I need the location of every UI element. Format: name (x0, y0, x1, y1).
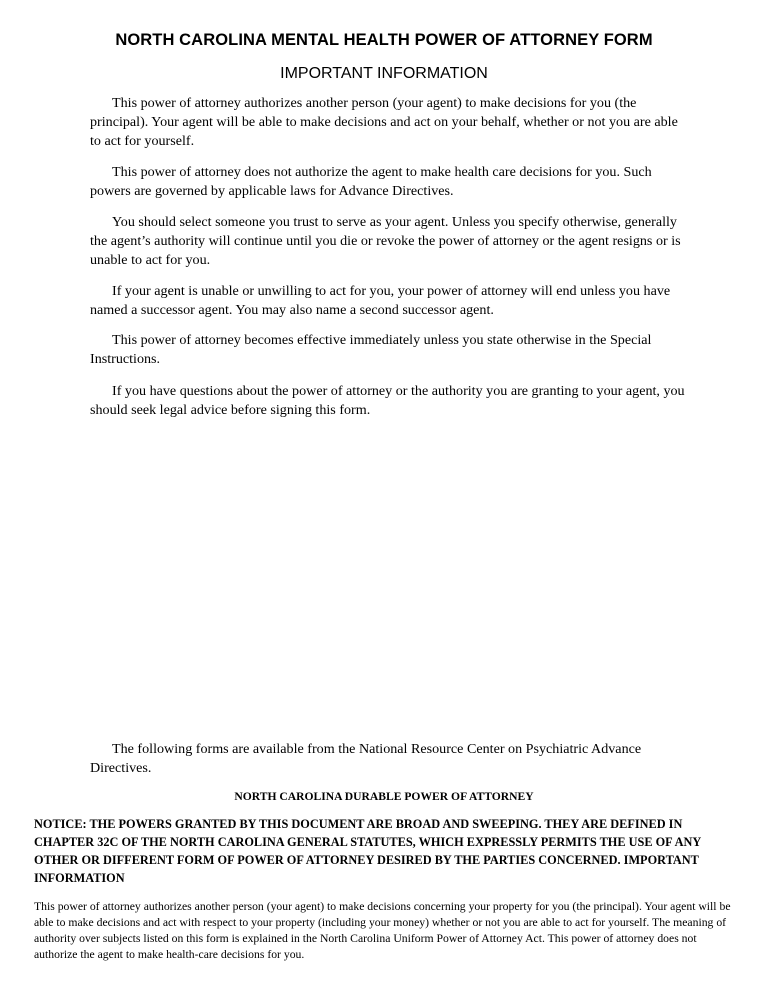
paragraph-health-care: This power of attorney does not authorize the agent to make health care decisions for you. Such powers are governed by applicable laws for Advance Directives. (90, 164, 652, 199)
notice-paragraph: NOTICE: THE POWERS GRANTED BY THIS DOCUMENT ARE BROAD AND SWEEPING. THEY ARE DEFINED IN CHAPTER 32C OF THE NORTH CAROLINA GENERAL STATUTES, WHICH EXPRESSLY PERMITS THE USE OF ANY OTHER OR DIFFERENT FORM OF POWER OF ATTORNEY DESIRED BY THE PARTIES CONCERNED. IMPORTANT INFORMATION (34, 817, 701, 885)
durable-poa-body: This power of attorney authorizes another person (your agent) to make decisions concerning your property for you (the principal). Your agent will be able to make decisions and act with respect to your property (including your money) whether or not you are able to act for yourself. The meaning of authority over subjects listed on this form is explained in the North Carolina Uniform Power of Attorney Act. This power of attorney does not authorize the agent to make health-care decisions for you. (34, 900, 731, 961)
durable-poa-heading: NORTH CAROLINA DURABLE POWER OF ATTORNEY (234, 790, 534, 803)
document-title: NORTH CAROLINA MENTAL HEALTH POWER OF ATTORNEY FORM (115, 31, 653, 49)
paragraph-forms-intro: The following forms are available from the National Resource Center on Psychiatric Advance Directives. (90, 741, 642, 776)
section-subtitle: IMPORTANT INFORMATION (280, 65, 488, 82)
paragraph-agent-authority: This power of attorney authorizes another person (your agent) to make decisions for you (the principal). Your agent will be able to make decisions and act on your behalf, whether or not you are able to act for yourself. (90, 95, 678, 149)
paragraph-legal-advice: If you have questions about the power of attorney or the authority you are granting to your agent, you should seek legal advice before signing this form. (90, 383, 685, 418)
paragraph-select-agent: You should select someone you trust to serve as your agent. Unless you specify otherwise, generally the agent’s authority will continue until you die or revoke the power of attorney or the agent resigns or is unable to act for you. (90, 214, 681, 268)
paragraph-successor-agent: If your agent is unable or unwilling to act for you, your power of attorney will end unless you have named a successor agent. You may also name a second successor agent. (90, 283, 671, 318)
paragraph-effective: This power of attorney becomes effective immediately unless you state otherwise in the Special Instructions. (90, 332, 652, 367)
